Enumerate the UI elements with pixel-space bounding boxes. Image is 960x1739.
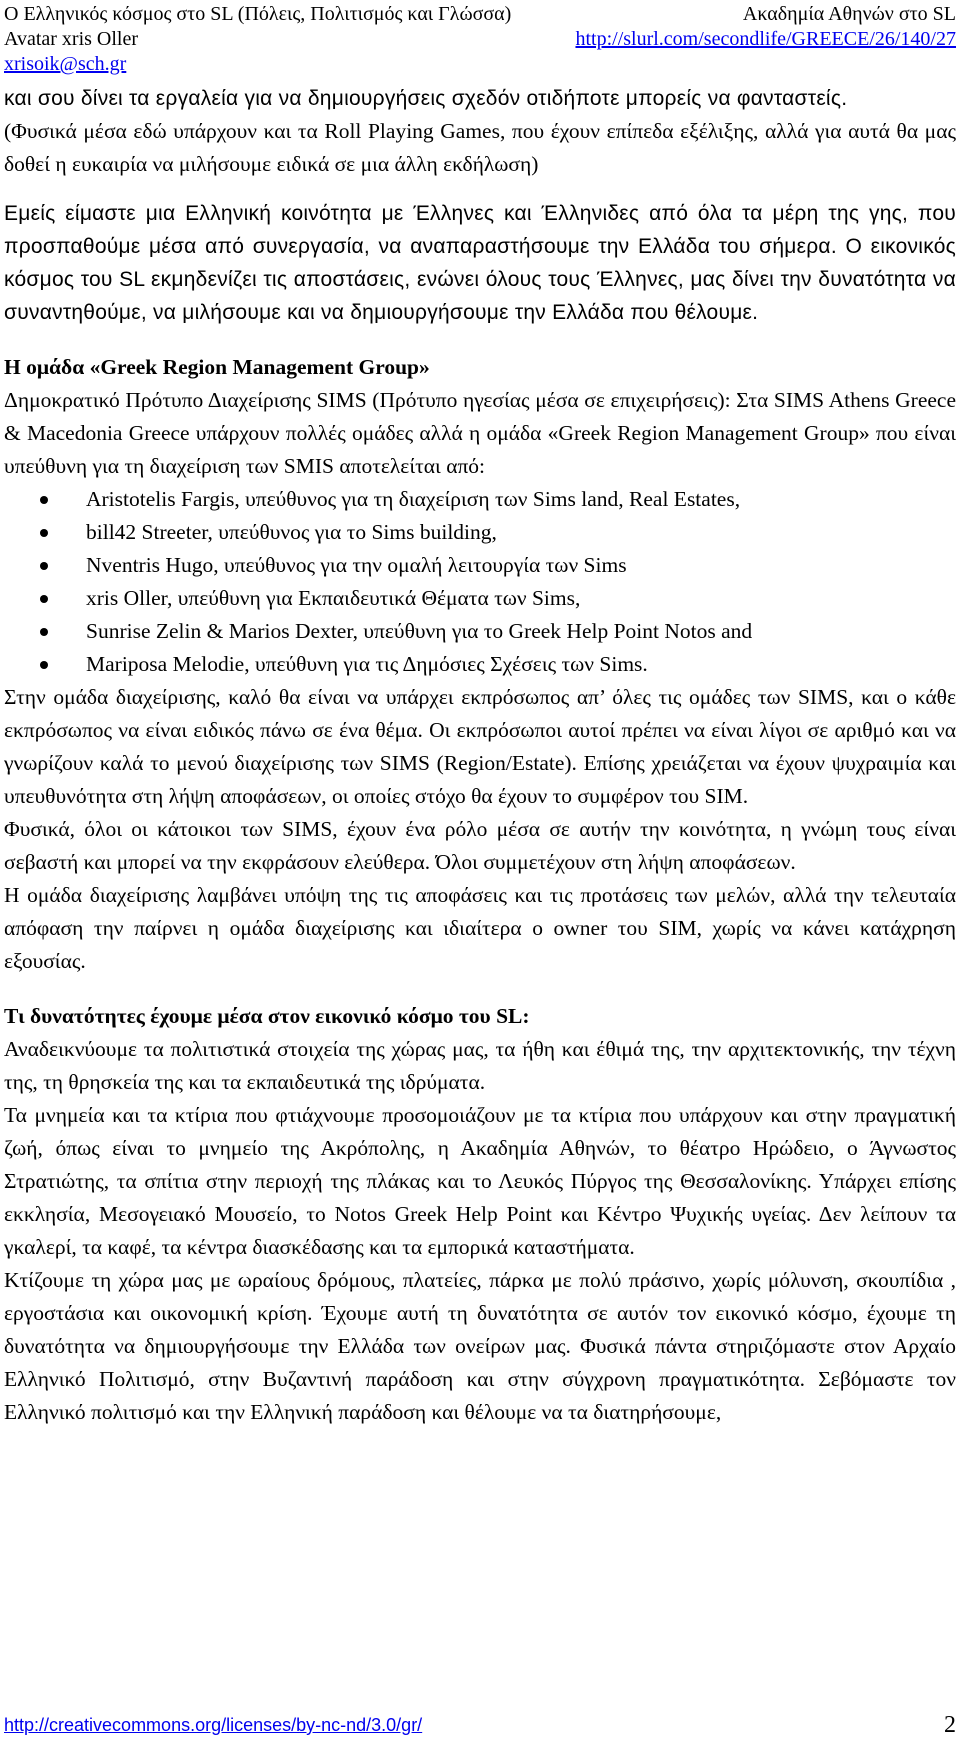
bullet-icon: [40, 595, 48, 603]
bullet-icon: [40, 562, 48, 570]
abilities-paragraph-1: Αναδεικνύουμε τα πολιτιστικά στοιχεία της χώρας μας, τα ήθη και έθιμά της, την αρχιτεκτονικής, την τέχνη της, τη θρησκεία της και τα εκπαιδευτικά της ιδρύματα.: [4, 1037, 956, 1094]
list-item: xris Oller, υπεύθυνη για Εκπαιδευτικά Θέματα των Sims,: [4, 582, 956, 615]
bullet-icon: [40, 496, 48, 504]
list-item: Mariposa Melodie, υπεύθυνη για τις Δημόσιες Σχέσεις των Sims.: [4, 648, 956, 681]
license-link[interactable]: http://creativecommons.org/licenses/by-nc-nd/3.0/gr/: [4, 1715, 423, 1735]
bullet-icon: [40, 529, 48, 537]
page-footer: [4, 1712, 956, 1738]
slurl-link[interactable]: http://slurl.com/secondlife/GREECE/26/140/27: [575, 28, 956, 50]
document-title: Ο Ελληνικός κόσμος στο SL (Πόλεις, Πολιτισμός και Γλώσσα): [4, 3, 512, 25]
group-section-intro: Δημοκρατικό Πρότυπο Διαχείρισης SIMS (Πρότυπο ηγεσίας μέσα σε επιχειρήσεις): Στα SIMS Athens Greece & Macedonia Greece υπάρχουν πολλές ομάδες αλλά η ομάδα «Greek Region Management Group» που είναι υπεύθυνη για τη διαχείριση των SMIS αποτελείται από:: [4, 388, 956, 478]
bullet-icon: [40, 628, 48, 636]
spacer: [4, 978, 956, 1000]
list-item: Nventris Hugo, υπεύθυνος για την ομαλή λειτουργία των Sims: [4, 549, 956, 582]
abilities-section-heading: Τι δυνατότητες έχουμε μέσα στον εικονικό κόσμο του SL:: [4, 1004, 530, 1028]
spacer: [4, 329, 956, 351]
intro-paragraph-3: Εμείς είμαστε μια Ελληνική κοινότητα με Έλληνες και Έλληνιδες από όλα τα μέρη της γης, που προσπαθούμε μέσα από συνεργασία, να αναπαραστήσουμε την Ελλάδα του σήμερα. Ο εικονικός κόσμος του SL εκμηδενίζει τις αποστάσεις, ενώνει όλους τους Έλληνες, μας δίνει την δυνατότητα να συναντηθούμε, να μιλήσουμε και να δημιουργήσουμε την Ελλάδα που θέλουμε.: [4, 202, 956, 324]
author-avatar: Avatar xris Oller: [4, 28, 139, 50]
member-list: [4, 483, 956, 681]
group-paragraph-1: Στην ομάδα διαχείρισης, καλό θα είναι να υπάρχει εκπρόσωπος απ’ όλες τις ομάδες των SIMS, και ο κάθε εκπρόσωπος να είναι ειδικός πάνω σε ένα θέμα. Οι εκπρόσωποι αυτοί πρέπει να είναι λίγοι σε αριθμό και να γνωρίζουν καλά το μενού διαχείρισης των SIMS (Region/Estate). Επίσης χρειάζεται να έχουν ψυχραιμία και υπευθυνότητα στη λήψη αποφάσεων, οι οποίες στόχο θα έχουν το συμφέρον του SIM.: [4, 685, 956, 808]
author-email-link[interactable]: xrisoik@sch.gr: [4, 53, 127, 75]
abilities-paragraph-3: Κτίζουμε τη χώρα μας με ωραίους δρόμους, πλατείες, πάρκα με πολύ πράσινο, χωρίς μόλυνση, σκουπίδια , εργοστάσια και οικονομική κρίση. Έχουμε αυτή τη δυνατότητα σε αυτόν τον εικονικό κόσμο, έχουμε τη δυνατότητα να δημιουργήσουμε την Ελλάδα των ονείρων μας. Φυσικά πάντα στηριζόμαστε στον Αρχαίο Ελληνικό Πολιτισμό, στην Βυζαντινή παράδοση και στην σύγχρονη πραγματικότητα. Σεβόμαστε τον Ελληνικό πολιτισμό και την Ελληνική παράδοση και θέλουμε να τα διατηρήσουμε,: [4, 1268, 956, 1424]
intro-paragraph-2: (Φυσικά μέσα εδώ υπάρχουν και τα Roll Playing Games, που έχουν επίπεδα εξέλιξης, αλλά για αυτά θα μας δοθεί η ευκαιρία να μιλήσουμε ειδικά σε μια άλλη εκδήλωση): [4, 119, 956, 176]
list-item: bill42 Streeter, υπεύθυνος για το Sims building,: [4, 516, 956, 549]
list-item: Sunrise Zelin & Marios Dexter, υπεύθυνη για το Greek Help Point Notos and: [4, 615, 956, 648]
list-item: Aristotelis Fargis, υπεύθυνος για τη διαχείριση των Sims land, Real Estates,: [4, 483, 956, 516]
location-title: Ακαδημία Αθηνών στο SL: [742, 3, 956, 25]
group-paragraph-2: Φυσικά, όλοι οι κάτοικοι των SIMS, έχουν ένα ρόλο μέσα σε αυτήν την κοινότητα, η γνώμη τους είναι σεβαστή και μπορεί να την εκφράσουν ελεύθερα. Όλοι συμμετέχουν στη λήψη αποφάσεων.: [4, 817, 956, 874]
spacer: [4, 181, 956, 197]
group-section-heading: Η ομάδα «Greek Region Management Group»: [4, 355, 430, 379]
abilities-paragraph-2: Τα μνημεία και τα κτίρια που φτιάχνουμε προσομοιάζουν με τα κτίρια που υπάρχουν και στην πραγματική ζωή, όπως είναι το μνημείο της Ακρόπολης, η Ακαδημία Αθηνών, το θέατρο Ηρώδειο, ο Άγνωστος Στρατιώτης, τα σπίτια στην περιοχή της πλάκας και το Λευκός Πύργος της Θεσσαλονίκης. Υπάρχει επίσης εκκλησία, Μεσογειακό Μουσείο, το Notos Greek Help Point και Κέντρο Ψυχικής υγείας. Δεν λείπουν τα γκαλερί, τα καφέ, τα κέντρα διασκέδασης και τα εμπορικά καταστήματα.: [4, 1103, 956, 1259]
group-paragraph-3: Η ομάδα διαχείρισης λαμβάνει υπόψη της τις αποφάσεις και τις προτάσεις των μελών, αλλά την τελευταία απόφαση την παίρνει η ομάδα διαχείρισης και ιδιαίτερα ο owner του SIM, χωρίς να κάνει κατάχρηση εξουσίας.: [4, 883, 956, 973]
page-number: 2: [944, 1712, 956, 1738]
bullet-icon: [40, 661, 48, 669]
intro-paragraph-1: και σου δίνει τα εργαλεία για να δημιουργήσεις σχεδόν οτιδήποτε μπορείς να φανταστείς.: [4, 87, 848, 110]
document-body: [4, 82, 956, 1429]
